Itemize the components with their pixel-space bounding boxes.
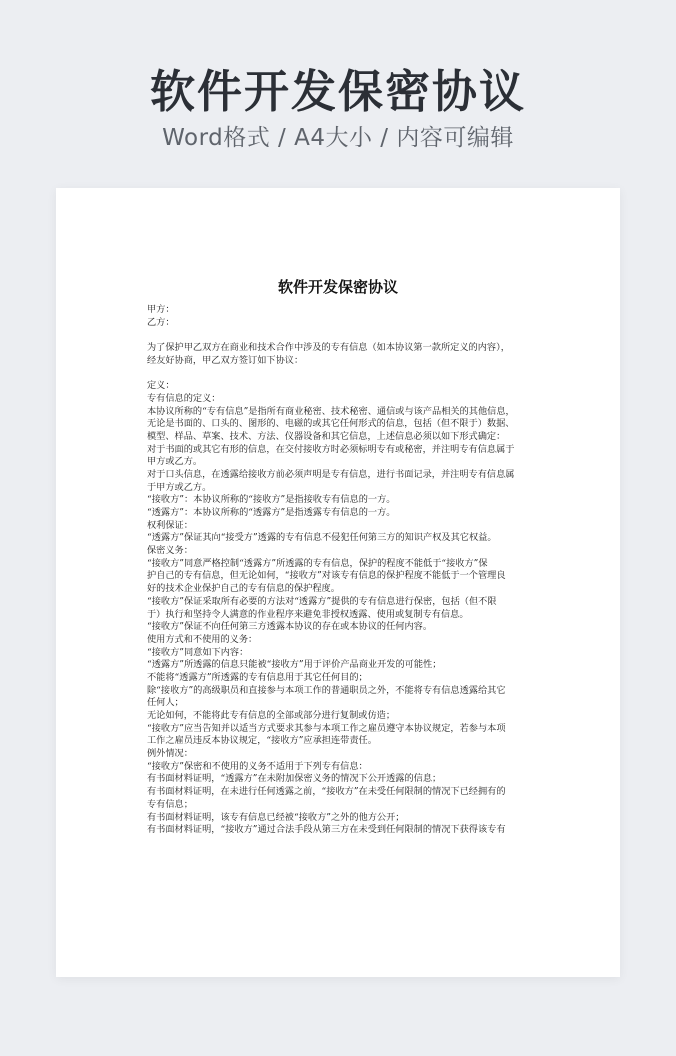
- document-line: “透露方”所透露的信息只能被“接收方”用于评价产品商业开发的可能性；: [147, 659, 442, 671]
- document-line: 于甲方或乙方。: [147, 481, 212, 493]
- document-line: “接收方”保证不向任何第三方透露本协议的存在或本协议的任何内容。: [147, 621, 433, 633]
- document-line: “接收方”应当告知并以适当方式要求其参与本项工作之雇员遵守本协议规定，若参与本项: [147, 722, 506, 734]
- document-line: “接收方”保证采取所有必要的方法对“透露方”提供的专有信息进行保密，包括（但不限: [147, 595, 497, 607]
- document-line: “接收方”保密和不使用的义务不适用于下列专有信息：: [147, 760, 368, 772]
- document-line: 不能将“透露方”所透露的专有信息用于其它任何目的；: [147, 671, 368, 683]
- document-line: 于）执行和坚持令人满意的作业程序来避免非授权透露、使用或复制专有信息。: [147, 608, 469, 620]
- document-line: 例外情况：: [147, 748, 193, 760]
- document-line: 护自己的专有信息，但无论如何，“接收方”对该专有信息的保护程度不能低于一个管理良: [147, 570, 506, 582]
- hero-subtitle: Word格式 / A4大小 / 内容可编辑: [162, 125, 514, 151]
- document-line: 乙方：: [147, 316, 175, 328]
- document-line: 专有信息的定义：: [147, 392, 221, 404]
- document-line: 权利保证：: [147, 519, 193, 531]
- document-line: 有书面材料证明，在未进行任何透露之前，“接收方”在未受任何限制的情况下已经拥有的: [147, 786, 506, 798]
- document-line: 好的技术企业保护自己的专有信息的保护程度。: [147, 583, 340, 595]
- document-line: “透露方”：本协议所称的“透露方”是指透露专有信息的一方。: [147, 507, 396, 518]
- document-line: 有书面材料证明，“接收方”通过合法手段从第三方在未受到任何限制的情况下获得该专有: [147, 824, 506, 836]
- document-line: 有书面材料证明，该专有信息已经被“接收方”之外的他方公开；: [147, 811, 405, 823]
- document-page: [56, 188, 620, 977]
- paragraph-spacer: [147, 367, 531, 380]
- document-line: 工作之雇员违反本协议规定，“接收方”应承担连带责任。: [147, 735, 377, 747]
- document-line: 无论如何，不能将此专有信息的全部或部分进行复制或仿造；: [147, 710, 396, 721]
- document-line: 甲方：: [147, 304, 175, 315]
- document-line: “接收方”同意如下内容：: [147, 646, 249, 658]
- document-line: 除“接收方”的高级职员和直接参与本项工作的普通职员之外，不能将专有信息透露给其它: [147, 684, 506, 696]
- document-line: 本协议所称的“专有信息”是指所有商业秘密、技术秘密、通信或与该产品相关的其他信息，: [147, 405, 515, 417]
- document-line: 甲方或乙方。: [147, 456, 203, 468]
- document-line: “透露方”保证其向“接受方”透露的专有信息不侵犯任何第三方的知识产权及其它权益。: [147, 532, 497, 544]
- document-line: 无论是书面的、口头的、图形的、电磁的或其它任何形式的信息，包括（但不限于）数据、: [147, 418, 515, 430]
- document-line: 对于口头信息，在透露给接收方前必须声明是专有信息，进行书面记录，并注明专有信息属: [147, 468, 515, 480]
- paragraph-spacer: [147, 329, 531, 342]
- document-line: 经友好协商，甲乙双方签订如下协议：: [147, 354, 304, 366]
- hero-title: 软件开发保密协议: [149, 65, 526, 118]
- document-line: “接收方”：本协议所称的“接收方”是指接收专有信息的一方。: [147, 494, 396, 506]
- document-line: “接收方”同意严格控制“透露方”所透露的专有信息，保护的程度不能低于“接收方”保: [147, 557, 488, 569]
- document-body: [147, 304, 531, 837]
- document-line: 专有信息；: [147, 798, 193, 810]
- document-line: 模型、样品、草案、技术、方法、仪器设备和其它信息，上述信息必须以如下形式确定：: [147, 430, 506, 442]
- document-line: 定义：: [147, 380, 175, 392]
- document-line: 任何人；: [147, 697, 184, 709]
- document-line: 为了保护甲乙双方在商业和技术合作中涉及的专有信息（如本协议第一款所定义的内容），: [147, 342, 510, 354]
- document-line: 使用方式和不使用的义务：: [147, 633, 258, 645]
- document-title: 软件开发保密协议: [277, 278, 398, 296]
- document-line: 对于书面的或其它有形的信息，在交付接收方时必须标明专有或秘密，并注明专有信息属于: [147, 443, 515, 455]
- document-line: 有书面材料证明，“透露方”在未附加保密义务的情况下公开透露的信息；: [147, 773, 442, 785]
- document-line: 保密义务：: [147, 545, 193, 557]
